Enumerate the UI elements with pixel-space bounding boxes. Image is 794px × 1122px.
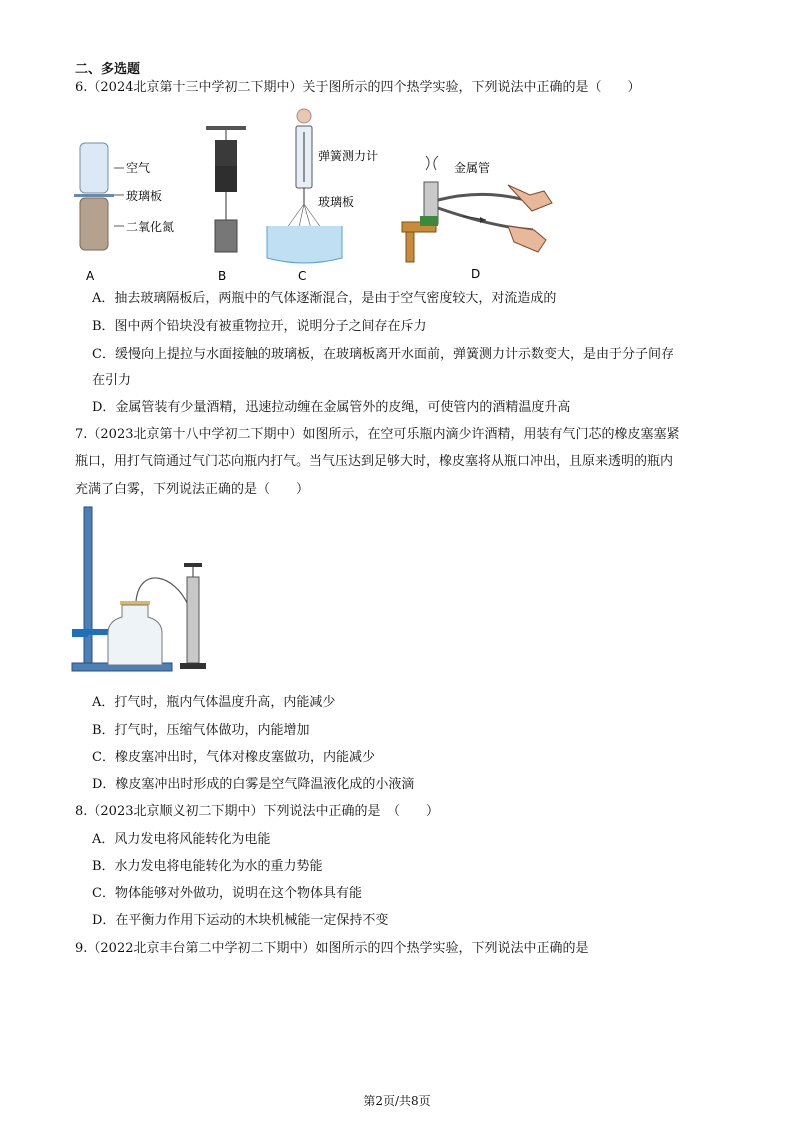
question-7-stem-line-1: 7.（2023北京第十八中学初二下期中）如图所示，在空可乐瓶内滴少许酒精，用装有气门芯的橡皮塞塞紧 xyxy=(75,427,680,442)
question-9-stem: 9.（2022北京丰台第二中学初二下期中）如图所示的四个热学实验，下列说法中正确的是 xyxy=(75,941,589,956)
figure-a-air-label: 空气 xyxy=(126,161,151,175)
figure-c-glass-label: 玻璃板 xyxy=(318,195,355,209)
question-6-stem: 6.（2024北京第十三中学初二下期中）关于图所示的四个热学实验，下列说法中正确的是（ ） xyxy=(75,80,641,95)
question-7-stem-line-3: 充满了白雾，下列说法正确的是（ ） xyxy=(75,482,310,497)
question-6-option-b: B．图中两个铅块没有被重物拉开，说明分子之间存在斥力 xyxy=(92,319,427,334)
figure-a-gas-label: 二氧化氮 xyxy=(126,220,175,234)
question-6-figure-d xyxy=(398,150,558,280)
question-6-option-d: D．金属管装有少量酒精，迅速拉动缠在金属管外的皮绳，可使管内的酒精温度升高 xyxy=(92,400,571,415)
question-6-option-c-cont: 在引力 xyxy=(92,373,132,388)
figure-letter-d: D xyxy=(471,267,481,280)
figure-air-pump xyxy=(180,563,206,669)
figure-c-spring-scale xyxy=(267,109,342,263)
question-8-option-b: B．水力发电将电能转化为水的重力势能 xyxy=(92,859,323,874)
figure-a-bottles xyxy=(74,143,124,250)
question-8-option-c: C．物体能够对外做功，说明在这个物体具有能 xyxy=(92,886,362,901)
question-8-option-a: A．风力发电将风能转化为电能 xyxy=(92,832,271,847)
figure-a-glass-label: 玻璃板 xyxy=(126,189,163,203)
question-7-option-b: B．打气时，压缩气体做功，内能增加 xyxy=(92,723,310,738)
question-7-figure xyxy=(70,505,220,685)
figure-letter-b: B xyxy=(218,269,227,283)
figure-d-tube-label: 金属管 xyxy=(454,161,491,175)
figure-bottle xyxy=(108,601,162,665)
section-title: 二、多选题 xyxy=(75,62,141,77)
question-7-stem-line-2: 瓶口，用打气筒通过气门芯向瓶内打气。当气压达到足够大时，橡皮塞将从瓶口冲出，且原来透明的瓶内 xyxy=(75,454,674,469)
figure-c-meter-label: 弹簧测力计 xyxy=(318,149,379,163)
question-7-option-a: A．打气时，瓶内气体温度升高，内能减少 xyxy=(92,695,336,710)
question-6-option-a: A．抽去玻璃隔板后，两瓶中的气体逐渐混合，是由于空气密度较大，对流造成的 xyxy=(92,291,557,306)
figure-b-lead-blocks xyxy=(206,126,246,252)
page-footer: 第2页/共8页 xyxy=(363,1094,431,1108)
figure-letter-c: C xyxy=(298,269,307,283)
question-7-option-d: D．橡皮塞冲出时形成的白雾是空气降温液化成的小液滴 xyxy=(92,777,415,792)
question-6-figure xyxy=(72,108,392,288)
question-8-stem: 8.（2023北京顺义初二下期中）下列说法中正确的是 （ ） xyxy=(75,804,439,819)
question-7-option-c: C．橡皮塞冲出时，气体对橡皮塞做功，内能减少 xyxy=(92,750,375,765)
question-8-option-d: D．在平衡力作用下运动的木块机械能一定保持不变 xyxy=(92,913,389,928)
figure-letter-a: A xyxy=(86,269,95,283)
question-6-option-c: C．缓慢向上提拉与水面接触的玻璃板，在玻璃板离开水面前，弹簧测力计示数变大，是由于分子间存 xyxy=(92,347,674,362)
